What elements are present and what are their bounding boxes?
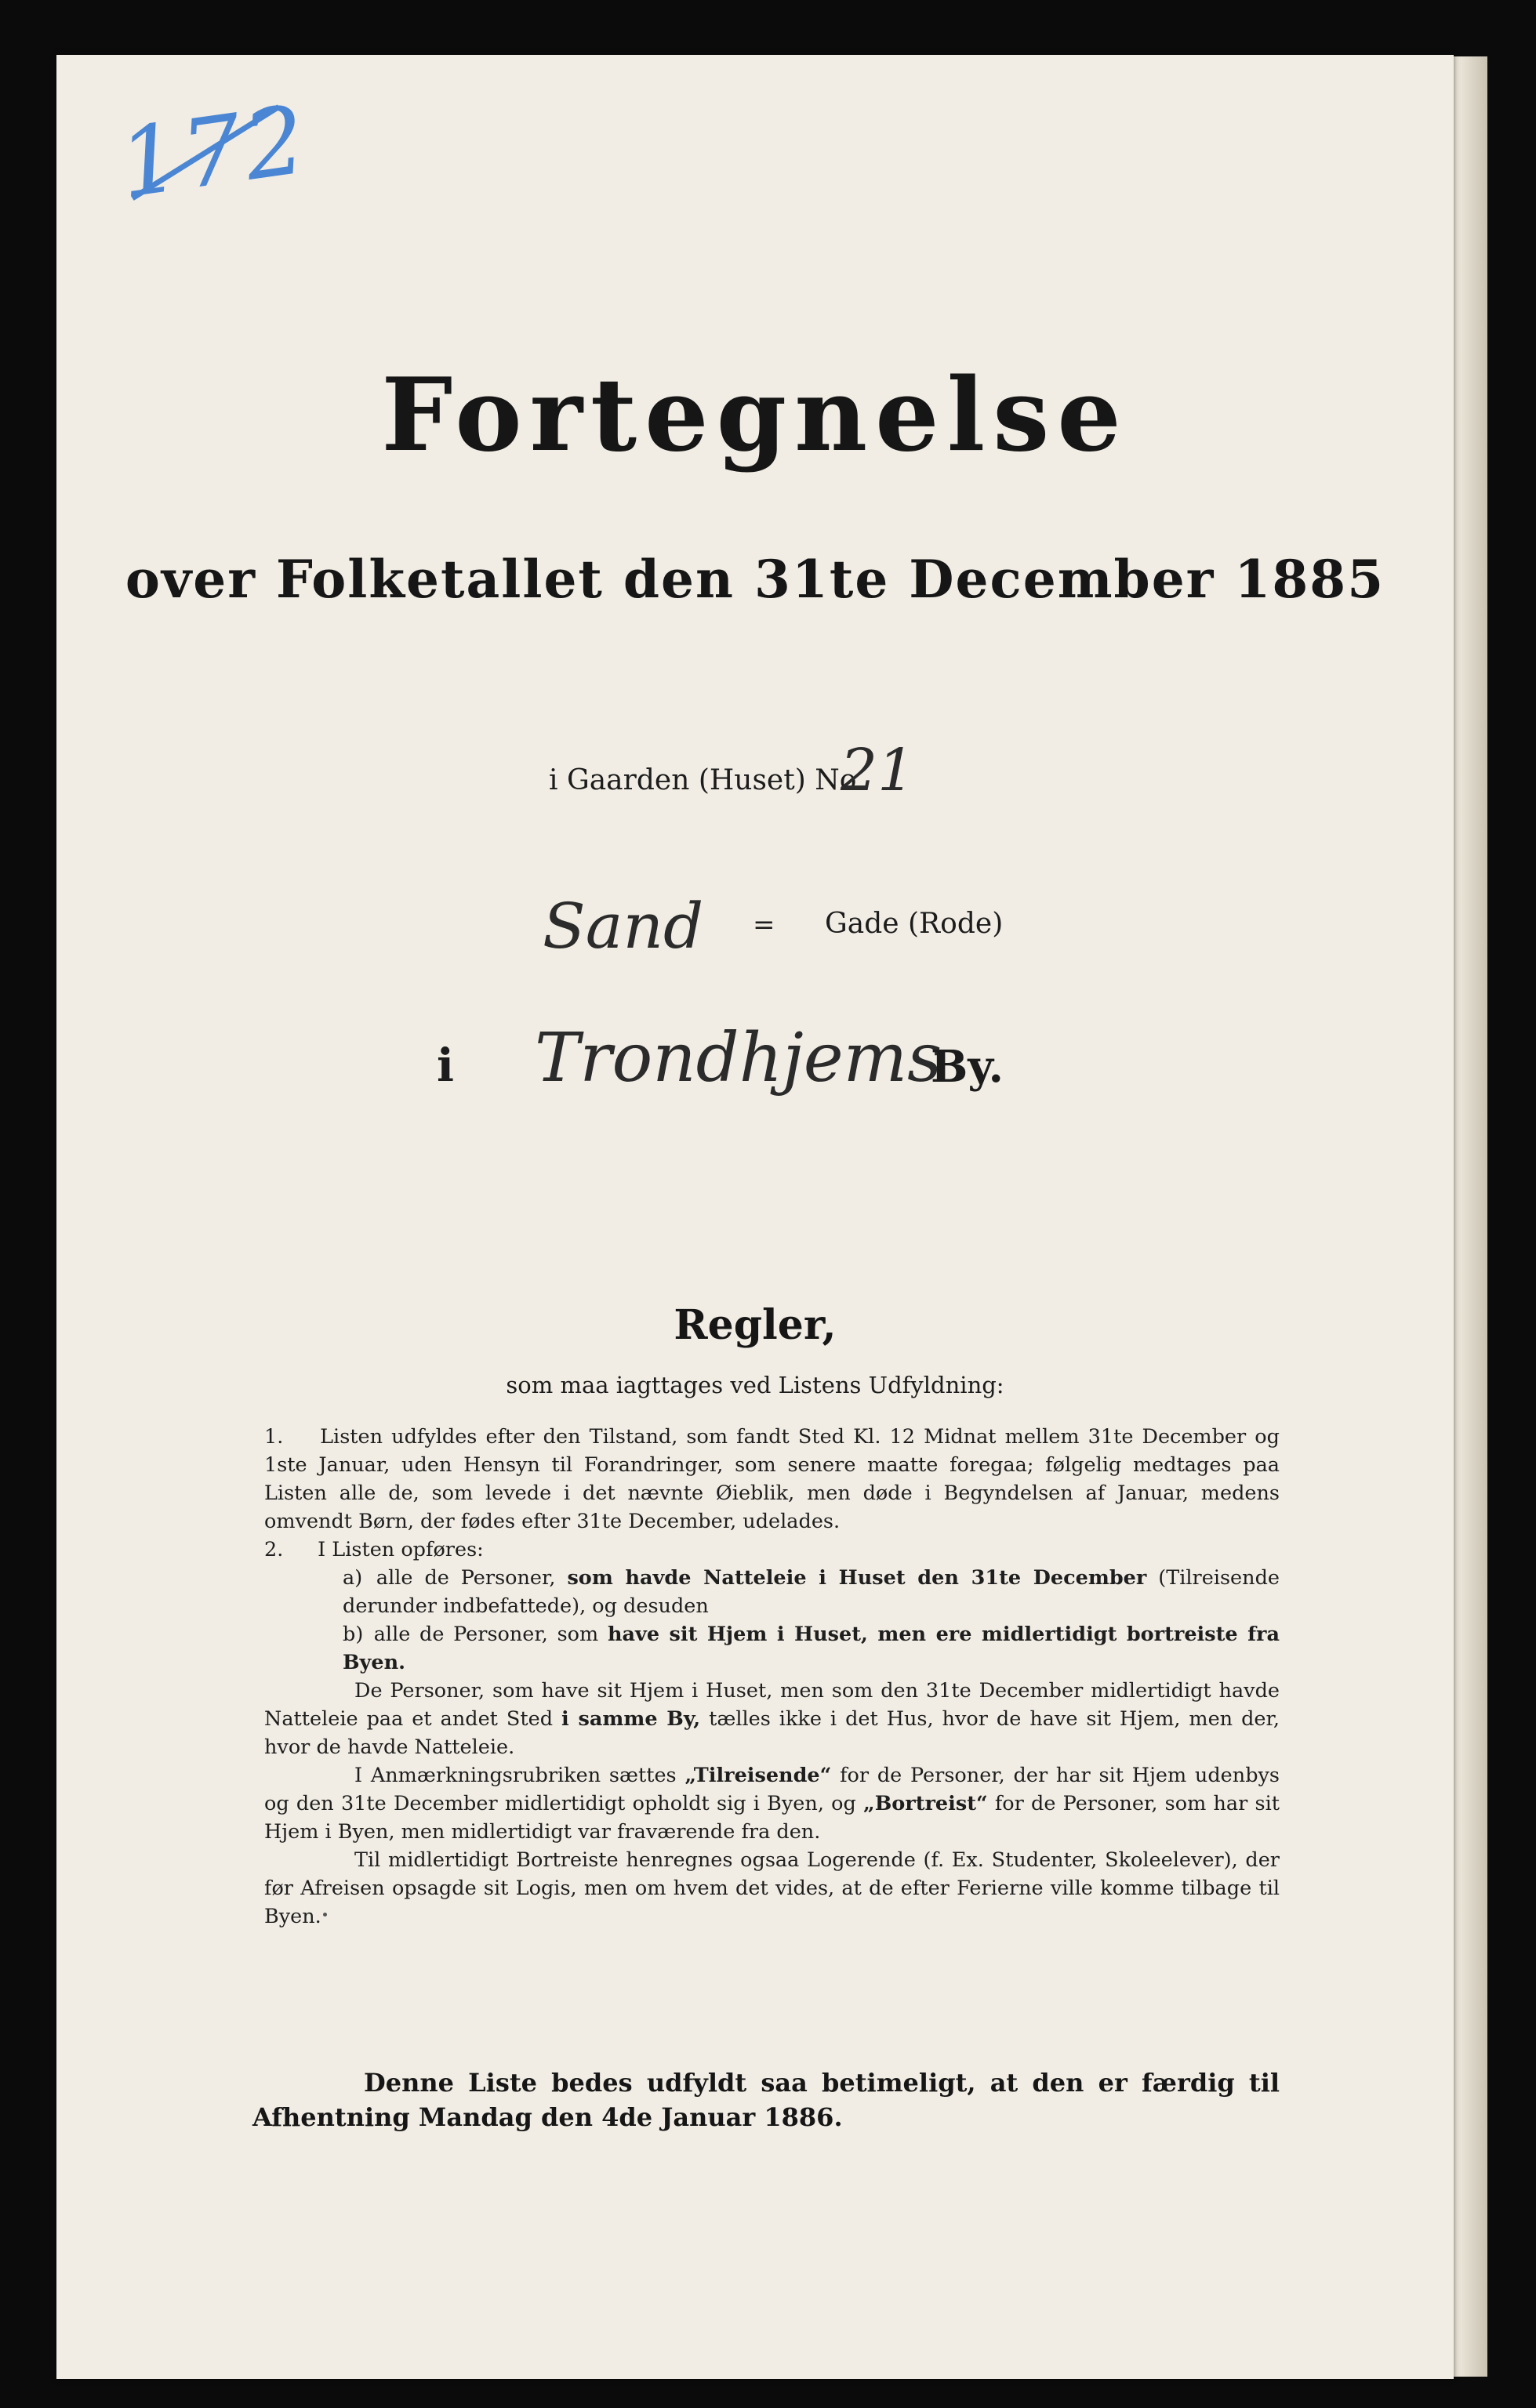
- rule-2-p3: Til midlertidigt Bortreiste henregnes ogsaa Logerende (f. Ex. Studenter, Skoleelever), der før Afreisen opsagde sit Logis, men om hvem det vides, at de efter Ferierne ville komme tilbage til Byen.: [264, 1848, 1280, 1928]
- rule-2-p1-post: tælles ikke i det Hus, hvor de have sit Hjem, men der, hvor de havde Natteleie.: [264, 1707, 1280, 1759]
- town-suffix: By.: [931, 1041, 1004, 1093]
- rule-2-p1-emphasis: i samme By,: [561, 1707, 701, 1731]
- rules-body: [264, 1423, 1280, 1931]
- rule-2-p2-pre: I Anmærkningsrubriken sættes: [354, 1764, 677, 1787]
- rule-2b-pre: alle de Personer, som: [373, 1623, 599, 1646]
- rule-2-number: 2.: [264, 1538, 284, 1561]
- rule-2-p2-emphasis-2: „Bortreist“: [863, 1792, 988, 1815]
- gaard-number: 21: [841, 737, 915, 804]
- rules-title: Regler,: [674, 1301, 837, 1349]
- rule-2-paragraph-3: [174, 1846, 1280, 1931]
- rule-2b: [264, 1620, 1280, 1677]
- rule-2-paragraph-2: [174, 1761, 1280, 1846]
- town-prefix: i: [437, 1039, 455, 1092]
- rule-2-text: I Listen opføres:: [318, 1538, 484, 1561]
- page-title: Fortegnelse: [381, 357, 1129, 474]
- rule-1-number: 1.: [264, 1425, 284, 1449]
- rule-2a-pre: alle de Personer,: [376, 1566, 556, 1590]
- rule-2b-label: b): [343, 1623, 364, 1646]
- rules-intro: som maa iagttages ved Listens Udfyldning:: [506, 1372, 1004, 1398]
- rule-2-p2-post: for de Personer, som har sit Hjem i Byen, men midlertidigt var fraværende fra den.: [264, 1792, 1280, 1844]
- rule-2: [264, 1536, 1280, 1564]
- rule-1-text: Listen udfyldes efter den Tilstand, som fandt Sted Kl. 12 Midnat mellem 31te December og 1ste Januar, uden Hensyn til Forandringer, som senere maatte foregaa; følgelig medtages paa Listen alle de, som levede i det nævnte Øieblik, men døde i Begyndelsen af Januar, medens omvendt Børn, der fødes efter 31te December, udelades.: [264, 1425, 1280, 1533]
- archive-number: 172: [112, 85, 315, 220]
- town-name: Trondhjems: [535, 1019, 942, 1097]
- margin-mark: [323, 1913, 327, 1917]
- rule-2a: [264, 1564, 1280, 1620]
- rule-2-p2-mid: for de Personer, der har sit Hjem udenbys og den 31te December midlertidigt opholdt sig i Byen, og: [264, 1764, 1280, 1815]
- rule-2a-post: (Tilreisende derunder indbefattede), og desuden: [343, 1566, 1280, 1618]
- rule-2b-emphasis: have sit Hjem i Huset, men ere midlertidigt bortreiste fra Byen.: [343, 1623, 1280, 1674]
- street-label: Gade (Rode): [825, 908, 1004, 940]
- gaard-label: i Gaarden (Huset) No.: [549, 764, 866, 796]
- collection-notice: Denne Liste bedes udfyldt saa betimeligt, at den er færdig til Afhentning Mandag den 4de Januar 1886.: [252, 2068, 1280, 2132]
- rule-2-p2-emphasis-1: „Tilreisende“: [684, 1764, 832, 1787]
- street-dash: =: [753, 909, 775, 941]
- census-form-page: [56, 55, 1454, 2379]
- rule-2-p1-pre: De Personer, som have sit Hjem i Huset, men som den 31te December midlertidigt havde Natteleie paa et andet Sted: [264, 1679, 1280, 1731]
- rule-2-paragraph-1: [174, 1677, 1280, 1761]
- rule-1: [264, 1423, 1280, 1536]
- rule-2a-emphasis: som havde Natteleie i Huset den 31te December: [567, 1566, 1147, 1590]
- rule-2a-label: a): [343, 1566, 363, 1590]
- page-subtitle: over Folketallet den 31te December 1885: [125, 549, 1385, 610]
- street-name: Sand: [543, 890, 704, 963]
